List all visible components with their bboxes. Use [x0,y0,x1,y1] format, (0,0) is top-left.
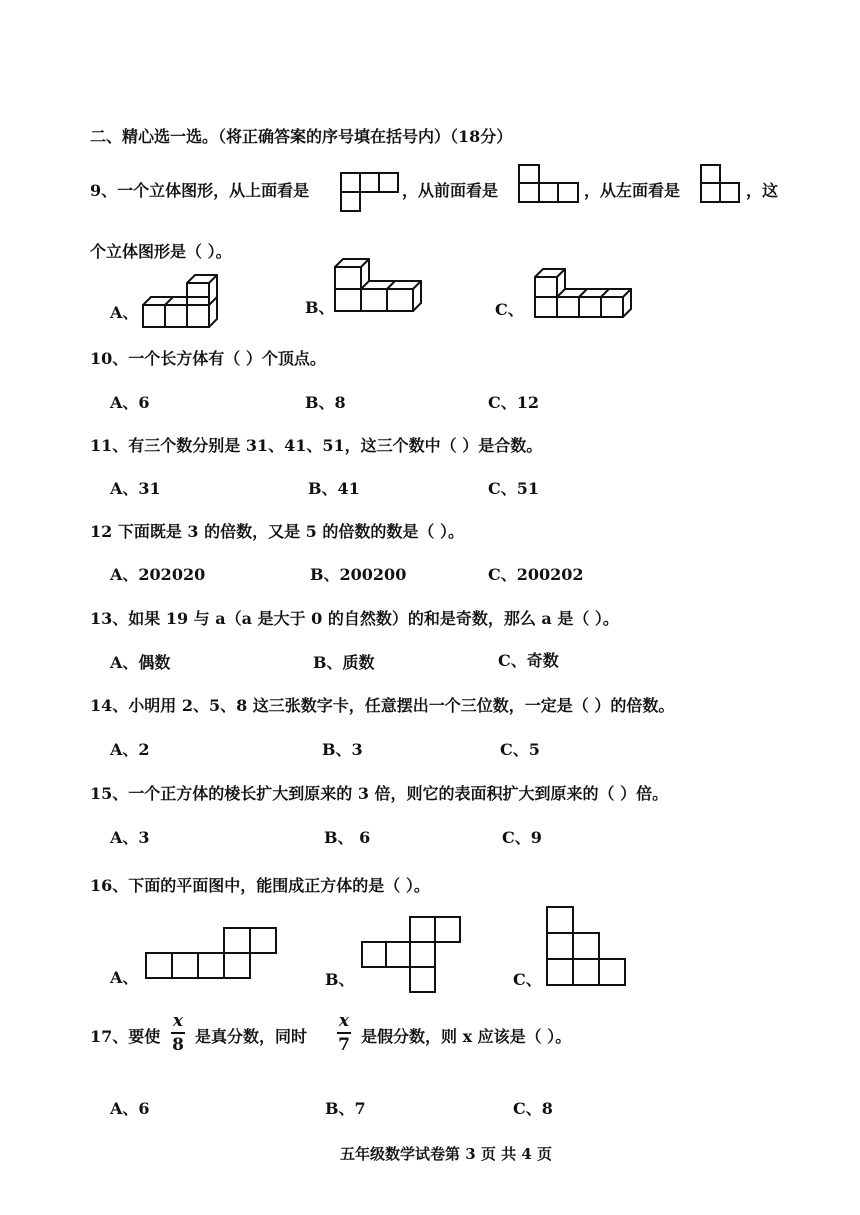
q14-option-b[interactable]: B、3 [322,740,363,759]
q17-option-a[interactable]: A、6 [110,1099,150,1118]
q9-left-view-icon [700,164,742,206]
q17-frac1-numerator: x [172,1011,184,1031]
q16-text: 16、下面的平面图中，能围成正方体的是（ ）。 [90,876,430,895]
q16-option-c-net-icon[interactable] [545,904,631,988]
q16-option-c-label[interactable]: C、 [513,970,542,989]
q10-option-b[interactable]: B、8 [305,393,346,412]
q17-frac2-denominator: 7 [338,1035,350,1055]
q13-option-c[interactable]: C、奇数 [498,651,559,670]
q15-option-b[interactable]: B、 6 [324,828,371,847]
q9-line2: 个立体图形是（ ）。 [90,242,232,261]
q17-text-part3: 是假分数，则 x 应该是（ ）。 [361,1027,572,1046]
q17-fraction-x-over-7 [337,1012,351,1054]
q13-option-b[interactable]: B、质数 [313,653,375,672]
q11-option-a[interactable]: A、31 [110,479,161,498]
q12-text: 12 下面既是 3 的倍数，又是 5 的倍数的数是（ ）。 [90,522,464,541]
q17-frac1-denominator: 8 [172,1035,184,1055]
q17-text-part2: 是真分数，同时 [195,1027,308,1046]
q9-option-c-label[interactable]: C、 [495,300,524,319]
q9-option-a-label[interactable]: A、 [110,303,139,322]
q17-text-part1: 17、要使 [90,1027,161,1046]
q17-option-c[interactable]: C、8 [513,1099,553,1118]
q16-option-a-label[interactable]: A、 [110,968,139,987]
q11-text: 11、有三个数分别是 31、41、51，这三个数中（ ）是合数。 [90,436,543,455]
q9-text-part3: ，从左面看是 [584,181,681,200]
q14-option-c[interactable]: C、5 [500,740,540,759]
q9-option-b-cubes-icon[interactable] [334,256,424,316]
q10-option-c[interactable]: C、12 [488,393,540,412]
q15-text: 15、一个正方体的棱长扩大到原来的 3 倍，则它的表面积扩大到原来的（ ）倍。 [90,784,669,803]
q9-text-part1: 9、一个立体图形，从上面看是 [90,181,310,200]
q12-option-c[interactable]: C、200202 [488,565,584,584]
q9-option-c-cubes-icon[interactable] [534,266,634,322]
q11-option-b[interactable]: B、41 [308,479,360,498]
q10-option-a[interactable]: A、6 [110,393,150,412]
q12-option-a[interactable]: A、202020 [110,565,206,584]
q12-option-b[interactable]: B、200200 [310,565,407,584]
q14-option-a[interactable]: A、2 [110,740,150,759]
page-footer: 五年级数学试卷第 3 页 共 4 页 [340,1145,552,1163]
q9-text-part4: ，这 [746,181,779,200]
q10-text: 10、一个长方体有（ ）个顶点。 [90,349,326,368]
q11-option-c[interactable]: C、51 [488,479,540,498]
q9-option-a-cubes-icon[interactable] [142,270,226,330]
q14-text: 14、小明用 2、5、8 这三张数字卡，任意摆出一个三位数，一定是（ ）的倍数。 [90,696,675,715]
q16-option-a-net-icon[interactable] [144,926,284,982]
q16-option-b-label[interactable]: B、 [325,970,355,989]
q9-top-view-icon [340,172,400,214]
q16-option-b-net-icon[interactable] [360,914,470,998]
q17-option-b[interactable]: B、7 [325,1099,366,1118]
q17-fraction-x-over-8 [171,1012,185,1054]
q17-frac2-numerator: x [338,1011,350,1031]
q9-text-part2: ，从前面看是 [402,181,499,200]
q13-text: 13、如果 19 与 a（a 是大于 0 的自然数）的和是奇数，那么 a 是（ ）。 [90,609,619,628]
q15-option-c[interactable]: C、9 [502,828,542,847]
q9-front-view-icon [518,164,580,206]
q15-option-a[interactable]: A、3 [110,828,150,847]
q13-option-a[interactable]: A、偶数 [110,653,171,672]
section-title: 二、精心选一选。（将正确答案的序号填在括号内）（18分） [90,127,513,146]
q9-option-b-label[interactable]: B、 [305,298,335,317]
